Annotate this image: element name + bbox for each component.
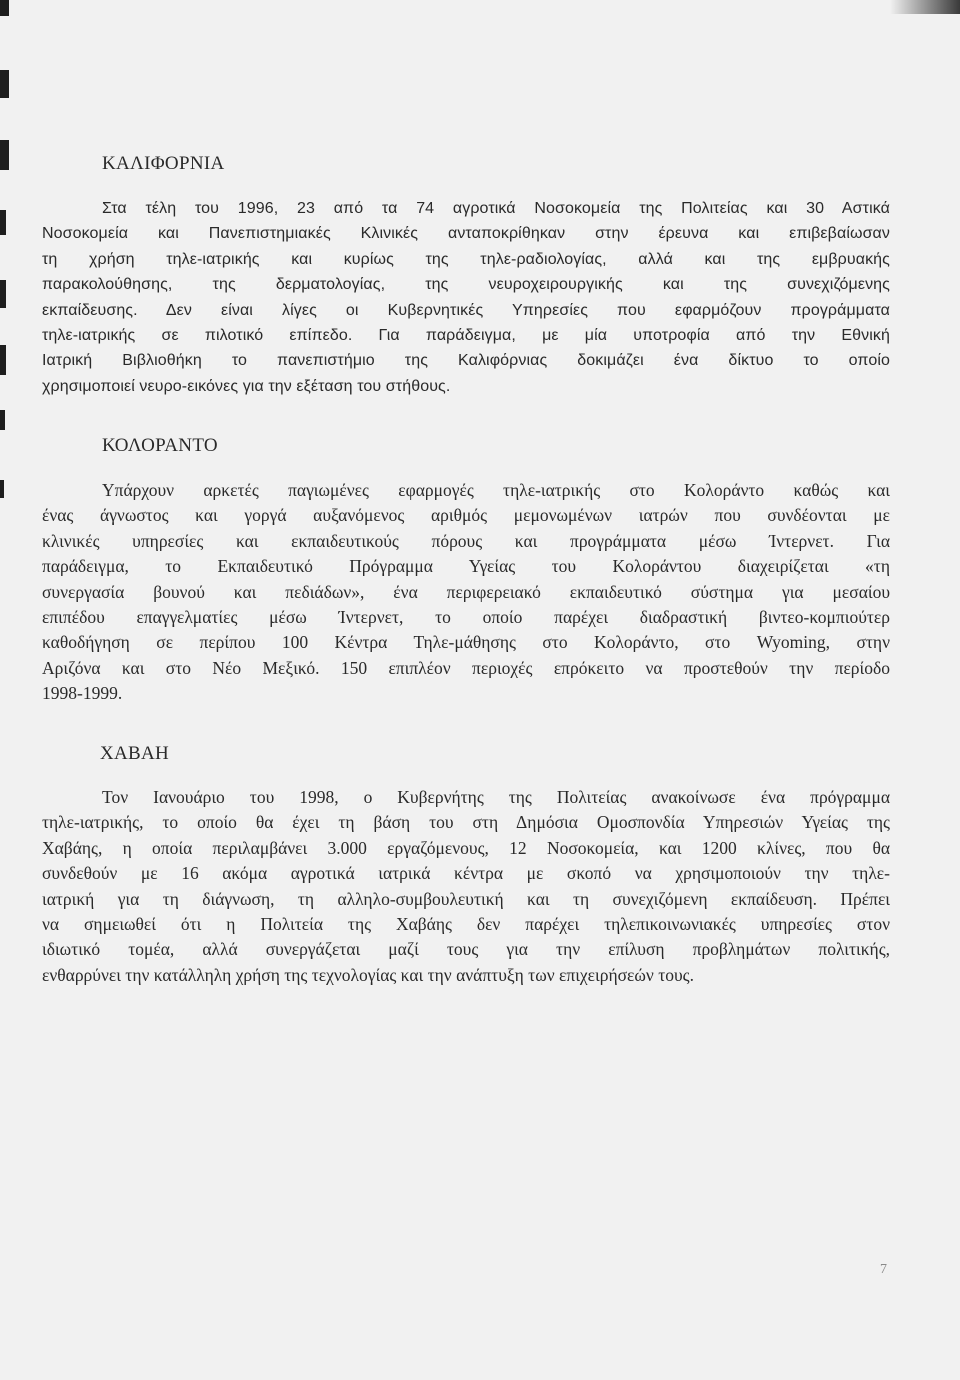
section-heading-colorado: ΚΟΛΟΡΑΝΤΟ xyxy=(102,435,218,456)
binding-hole-mark xyxy=(0,480,4,498)
text-line: καθοδήγηση σε περίπου 100 Κέντρα Τηλε-μάθησης στο Κολοράντο, στο Wyoming, στην xyxy=(42,632,890,653)
section-heading-california: ΚΑΛΙΦΟΡΝΙΑ xyxy=(102,153,225,174)
text-line: να σημειωθεί ότι η Πολιτεία της Χαβάης δεν παρέχει τηλεπικοινωνιακές υπηρεσίες στον xyxy=(42,913,890,934)
text-line: συνδεθούν με 16 ακόμα αγροτικά ιατρικά κέντρα με σκοπό να χρησιμοποιούν την τηλε- xyxy=(42,863,890,884)
text-line: συνεργασία βουνού και πεδιάδων», ένα περιφερειακό εκπαιδευτικό σύστημα για μεσαίου xyxy=(42,581,890,602)
binding-hole-mark xyxy=(0,0,9,16)
text-line: Υπάρχουν αρκετές παγιωμένες εφαρμογές τηλε-ιατρικής στο Κολοράντο καθώς και xyxy=(102,480,890,500)
text-line: ένας άγνωστος και γοργά αυξανόμενος αριθμός μεμονωμένων ιατρών που συνδέονται με xyxy=(42,505,890,526)
text-line: κλινικές υπηρεσίες και εκπαιδευτικούς πόρους και προγράμματα μέσω Ίντερνετ. Για xyxy=(42,530,890,551)
paragraph-hawaii xyxy=(42,785,890,988)
binding-hole-mark xyxy=(0,280,6,308)
text-line: χρησιμοποιεί νευρο-εικόνες για την εξέταση του στήθους. xyxy=(42,377,451,395)
page-number: 7 xyxy=(880,1262,887,1277)
text-line: τηλε-ιατρικής, το οποίο θα έχει τη βάση του στη Δημόσια Ομοσπονδία Υπηρεσιών Υγείας της xyxy=(42,812,890,833)
text-line: Αριζόνα και στο Νέο Μεξικό. 150 επιπλέον περιοχές επρόκειτο να προστεθούν την περίοδο xyxy=(42,657,890,678)
text-line: ενθαρρύνει την κατάλληλη χρήση της τεχνολογίας και την ανάπτυξη των επιχειρήσεών τους. xyxy=(42,964,694,985)
paragraph-california xyxy=(42,196,890,399)
text-line: 1998-1999. xyxy=(42,683,123,704)
text-line: Στα τέλη του 1996, 23 από τα 74 αγροτικά Νοσοκομεία της Πολιτείας και 30 Αστικά xyxy=(102,200,890,217)
paragraph-colorado xyxy=(42,478,890,707)
text-line: Ιατρική Βιβλιοθήκη το πανεπιστήμιο της Καλιφόρνιας δοκιμάζει ένα δίκτυο το οποίο xyxy=(42,352,890,370)
text-line: εκπαίδευσης. Δεν είναι λίγες οι Κυβερνητικές Υπηρεσίες που εφαρμόζουν προγράμματα xyxy=(42,301,890,319)
text-line: παρακολούθησης, της δερματολογίας, της νευροχειρουργικής και της συνεχιζόμενης xyxy=(42,276,890,294)
text-line: ιατρική για τη διάγνωση, τη αλληλο-συμβουλευτική και τη συνεχιζόμενη εκπαίδευση. Πρέπει xyxy=(42,888,890,909)
text-line: Τον Ιανουάριο του 1998, ο Κυβερνήτης της Πολιτείας ανακοίνωσε ένα πρόγραμμα xyxy=(102,787,890,807)
binding-hole-mark xyxy=(0,410,5,430)
text-line: Χαβάης, η οποία περιλαμβάνει 3.000 εργαζόμενους, 12 Νοσοκομεία, και 1200 κλίνες, που θα xyxy=(42,837,890,858)
text-line: ιδιωτικό τομέα, αλλά συνεργάζεται μαζί τους για την επίλυση προβλημάτων πολιτικής, xyxy=(42,939,890,960)
text-line: Νοσοκομεία και Πανεπιστημιακές Κλινικές ανταποκρίθηκαν στην έρευνα και επιβεβαίωσαν xyxy=(42,225,890,243)
binding-hole-mark xyxy=(0,345,6,375)
text-line: τηλε-ιατρικής σε πιλοτικό επίπεδο. Για παράδειγμα, με μία υποτροφία από την Εθνική xyxy=(42,326,890,344)
scan-corner-shadow xyxy=(890,0,960,14)
text-line: παράδειγμα, το Εκπαιδευτικό Πρόγραμμα Υγείας του Κολοράντου διαχειρίζεται «τη xyxy=(42,556,890,577)
text-line: επιπέδου επαγγελματίες μέσω Ίντερνετ, το οποίο παρέχει διαδραστική βιντεο-κομπιούτερ xyxy=(42,606,890,627)
text-line: τη χρήση τηλε-ιατρικής και κυρίως της τηλε-ραδιολογίας, αλλά και της εμβρυακής xyxy=(42,250,890,268)
binding-hole-mark xyxy=(0,70,9,98)
binding-hole-mark xyxy=(0,210,6,235)
section-heading-hawaii: ΧΑΒΑΗ xyxy=(100,743,170,764)
binding-hole-mark xyxy=(0,140,9,170)
